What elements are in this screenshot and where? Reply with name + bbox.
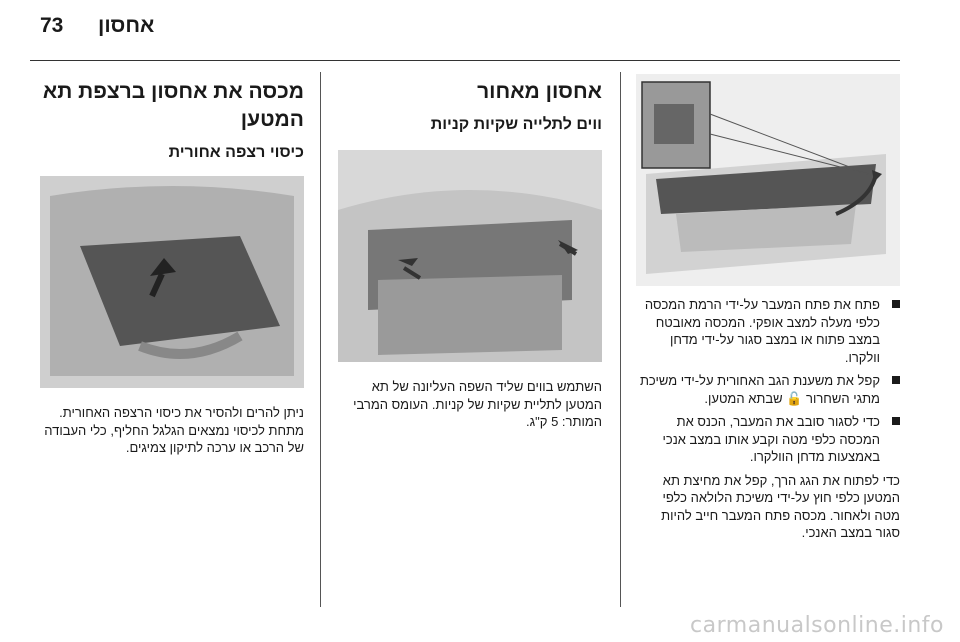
body-paragraph: השתמש בווים שליד השפה העליונה של תא המטען לתליית שקיות של קניות. העומס המרבי המותר: 5 ק"ג. [353,379,602,429]
left-column [40,78,304,457]
bullet-icon [892,417,900,425]
body-paragraph: ניתן להרים ולהסיר את כיסוי הרצפה האחורית. מתחת לכיסוי נמצאים הגלגל החליף, כלי העבודה של הרכב או ערכה לתיקון צמיגים. [44,405,304,455]
list-item: פתח את פתח המעבר על-ידי הרמת המכסה כלפי מעלה למצב אופקי. המכסה מאובטח במצב פתוח או במצב סגור על-ידי מדחן וולקרו. [636,296,900,366]
hooks-illustration [338,150,602,362]
trunk-lid-photo [636,74,900,286]
column-divider-left [320,72,321,607]
column-title: מכסה את אחסון ברצפת תא המטען [42,80,304,131]
list-item: כדי לסגור סובב את המעבר, הכנס את המכסה כלפי מטה וקבע אותו במצב אנכי באמצעות מדחן הוולקרו. [636,413,900,466]
body-paragraph: כדי לפתוח את הגג הרך, קפל את מחיצת תא המטען כלפי חוץ על-ידי משיכת הלולאה כלפי מטה ולאחור. מכסה פתח המעבר חייב להיות סגור במצב האנכי. [661,472,900,540]
instruction-list [636,296,900,466]
list-item: קפל את משענת הגב האחורית על-ידי משיכת מתגי השחרור 🔓 שבתא המטען. [636,372,900,407]
header-rule [30,60,900,61]
column-subtitle: ווים לתלייה שקיות קניות [430,116,602,133]
trunk-lid-illustration [636,74,900,286]
floor-cover-photo [40,176,304,388]
column-title: אחסון מאחור [477,80,602,103]
page-number: 73 [40,14,64,37]
section-title: אחסון [98,14,155,37]
bullet-icon [892,300,900,308]
column-subtitle: כיסוי רצפה אחורית [168,144,304,161]
watermark: carmanualsonline.info [690,613,944,638]
right-column [636,74,900,542]
bullet-icon [892,376,900,384]
hooks-photo [338,150,602,362]
middle-column [336,78,602,431]
column-divider-right [620,72,621,607]
floor-cover-illustration [40,176,304,388]
